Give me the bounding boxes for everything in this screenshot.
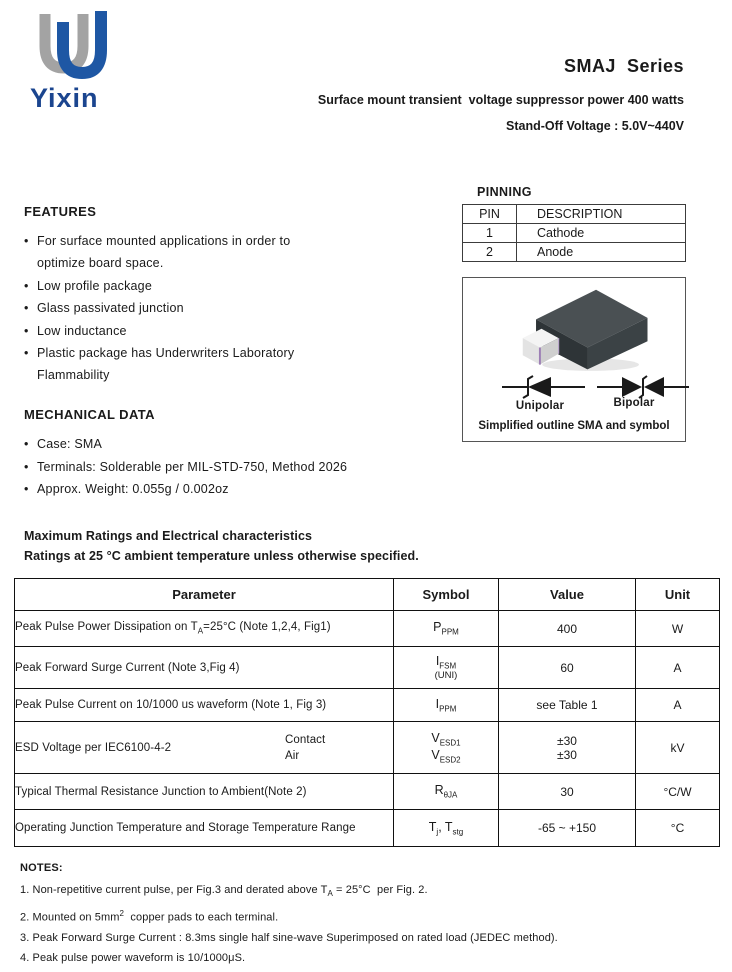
value-cell: see Table 1 [499, 689, 636, 722]
symbol-cell: $R_{\theta JA}$ [394, 774, 499, 810]
bullet: • [24, 482, 29, 496]
pinning-row [463, 224, 686, 243]
notes-heading: NOTES: [20, 862, 63, 874]
notes-section [20, 862, 720, 968]
unit-cell: A [636, 689, 720, 722]
sma-package-image [489, 282, 661, 374]
parameter-cell: Operating Junction Temperature and Storage Temperature Range [15, 810, 394, 847]
features-heading: FEATURES [24, 204, 97, 219]
symbol-cell: $I_{PPM}$ [394, 689, 499, 722]
mechanical-data-section [24, 407, 464, 501]
symbol-cell [394, 647, 499, 689]
value-cell: -65 ~ +150 [499, 810, 636, 847]
note-item: 3. Peak Forward Surge Current : 8.3ms single half sine-wave Superimposed on rated load (JEDEC method). [20, 931, 558, 944]
parameter-cell: Typical Thermal Resistance Junction to Ambient(Note 2) [15, 774, 394, 810]
feature-text: For surface mounted applications in order to [37, 234, 291, 248]
bullet: • [24, 459, 29, 474]
mechanical-text: Approx. Weight: 0.055g / 0.002oz [37, 482, 229, 496]
note-item: 1. Non-repetitive current pulse, per Fig.3 and derated above $T_A = 25^\circ C$ per Fig. 2. [20, 884, 428, 899]
symbol-cell [394, 722, 499, 774]
mechanical-item [24, 433, 464, 456]
ratings-title-line2: Ratings at 25 °C ambient temperature unless otherwise specified. [24, 549, 419, 563]
table-row [15, 647, 720, 689]
package-outline-box [462, 277, 686, 442]
value-cell: 400 [499, 611, 636, 647]
value-cell: 60 [499, 647, 636, 689]
parameter-cell [15, 722, 394, 774]
description-column-header: DESCRIPTION [517, 205, 686, 224]
feature-item [24, 364, 444, 386]
bullet: • [24, 323, 29, 338]
feature-text: Low inductance [37, 323, 127, 338]
mechanical-text: Case: SMA [37, 437, 103, 451]
pinning-table [462, 204, 686, 262]
feature-text: Glass passivated junction [37, 301, 184, 316]
bullet: • [24, 278, 29, 293]
symbol-cell: $T_j$, $T_{stg}$ [394, 810, 499, 847]
parameter-text: ESD Voltage per IEC6100-4-2 [15, 741, 172, 754]
table-header-row [15, 579, 720, 611]
bullet [24, 252, 37, 274]
table-row [15, 611, 720, 647]
bullet [24, 364, 37, 386]
brand-u-icon [28, 8, 120, 82]
table-row [15, 722, 720, 774]
table-row [15, 810, 720, 847]
mechanical-item [24, 478, 464, 501]
bullet: • [24, 437, 29, 451]
table-row [15, 689, 720, 722]
mechanical-item [24, 456, 464, 479]
parameter-cell: Peak Forward Surge Current (Note 3,Fig 4) [15, 647, 394, 689]
feature-item [24, 252, 444, 274]
outline-caption: Simplified outline SMA and symbol [478, 420, 670, 432]
pin-number: 2 [463, 243, 517, 262]
features-section [24, 204, 444, 387]
doc-subtitle: Surface mount transient voltage suppressor power 400 watts [317, 93, 684, 107]
feature-item [24, 297, 444, 319]
parameter-column-header: Parameter [15, 579, 394, 611]
feature-text: Low profile package [37, 278, 152, 293]
parameter-cell: Peak Pulse Current on 10/1000 us waveform (Note 1, Fig 3) [15, 689, 394, 722]
feature-text: Flammability [37, 368, 110, 383]
unipolar-label: Unipolar [515, 400, 565, 412]
feature-text: Plastic package has Underwriters Laboratory [37, 346, 295, 361]
condition-contact: Contact [285, 733, 326, 746]
pin-number: 1 [463, 224, 517, 243]
value-line2: ±30 [557, 747, 577, 762]
symbol-column-header: Symbol [394, 579, 499, 611]
value-cell [499, 722, 636, 774]
note-item: 2. Mounted on $5mm^2$ copper pads to each terminal. [20, 909, 279, 924]
unit-cell: A [636, 647, 720, 689]
unit-cell: °C [636, 810, 720, 847]
pinning-header-row [463, 205, 686, 224]
unit-column-header: Unit [636, 579, 720, 611]
notes-list [20, 880, 720, 968]
ratings-heading [24, 526, 419, 566]
features-list [24, 230, 444, 387]
ratings-title-line1: Maximum Ratings and Electrical characteristics [24, 529, 313, 543]
pin-description: Cathode [517, 224, 686, 243]
parameter-cell: Peak Pulse Power Dissipation on $T_A=25^\circ C$ (Note 1,2,4, Fig1) [15, 611, 394, 647]
unipolar-diode-icon [499, 374, 589, 400]
brand-logo [28, 8, 148, 114]
unit-cell: kV [636, 722, 720, 774]
feature-text: optimize board space. [37, 256, 164, 271]
pin-column-header: PIN [463, 205, 517, 224]
feature-item [24, 320, 444, 342]
feature-item [24, 275, 444, 297]
note-item: 4. Peak pulse power waveform is 10/1000μS. [20, 951, 246, 964]
pin-description: Anode [517, 243, 686, 262]
standoff-voltage: Stand-Off Voltage : 5.0V~440V [506, 119, 684, 133]
symbol-esd1: $V_{ESD1}$ [431, 731, 461, 748]
parameter-conditions [285, 732, 325, 764]
symbol-main: $I_{FSM}$ [435, 653, 457, 671]
condition-air: Air [285, 749, 300, 762]
pinning-heading: PINNING [477, 185, 532, 199]
feature-item [24, 342, 444, 364]
bipolar-label: Bipolar [613, 397, 655, 409]
mechanical-list [24, 433, 464, 501]
symbol-qualifier: (UNI) [434, 670, 458, 682]
unit-cell: °C/W [636, 774, 720, 810]
table-row [15, 774, 720, 810]
pinning-section [462, 185, 686, 262]
mechanical-heading: MECHANICAL DATA [24, 407, 155, 422]
doc-title: SMAJ Series [563, 56, 684, 76]
symbol-esd2: $V_{ESD2}$ [431, 747, 461, 764]
bullet: • [24, 234, 29, 248]
brand-name: Yixin [30, 83, 99, 113]
value-line1: ±30 [557, 733, 577, 748]
pinning-row [463, 243, 686, 262]
feature-item [24, 230, 444, 252]
bullet: • [24, 346, 29, 361]
unit-cell: W [636, 611, 720, 647]
value-cell: 30 [499, 774, 636, 810]
mechanical-text: Terminals: Solderable per MIL-STD-750, Method 2026 [37, 459, 348, 474]
symbol-cell: $P_{PPM}$ [394, 611, 499, 647]
ratings-table [14, 578, 720, 847]
value-column-header: Value [499, 579, 636, 611]
bullet: • [24, 301, 29, 316]
